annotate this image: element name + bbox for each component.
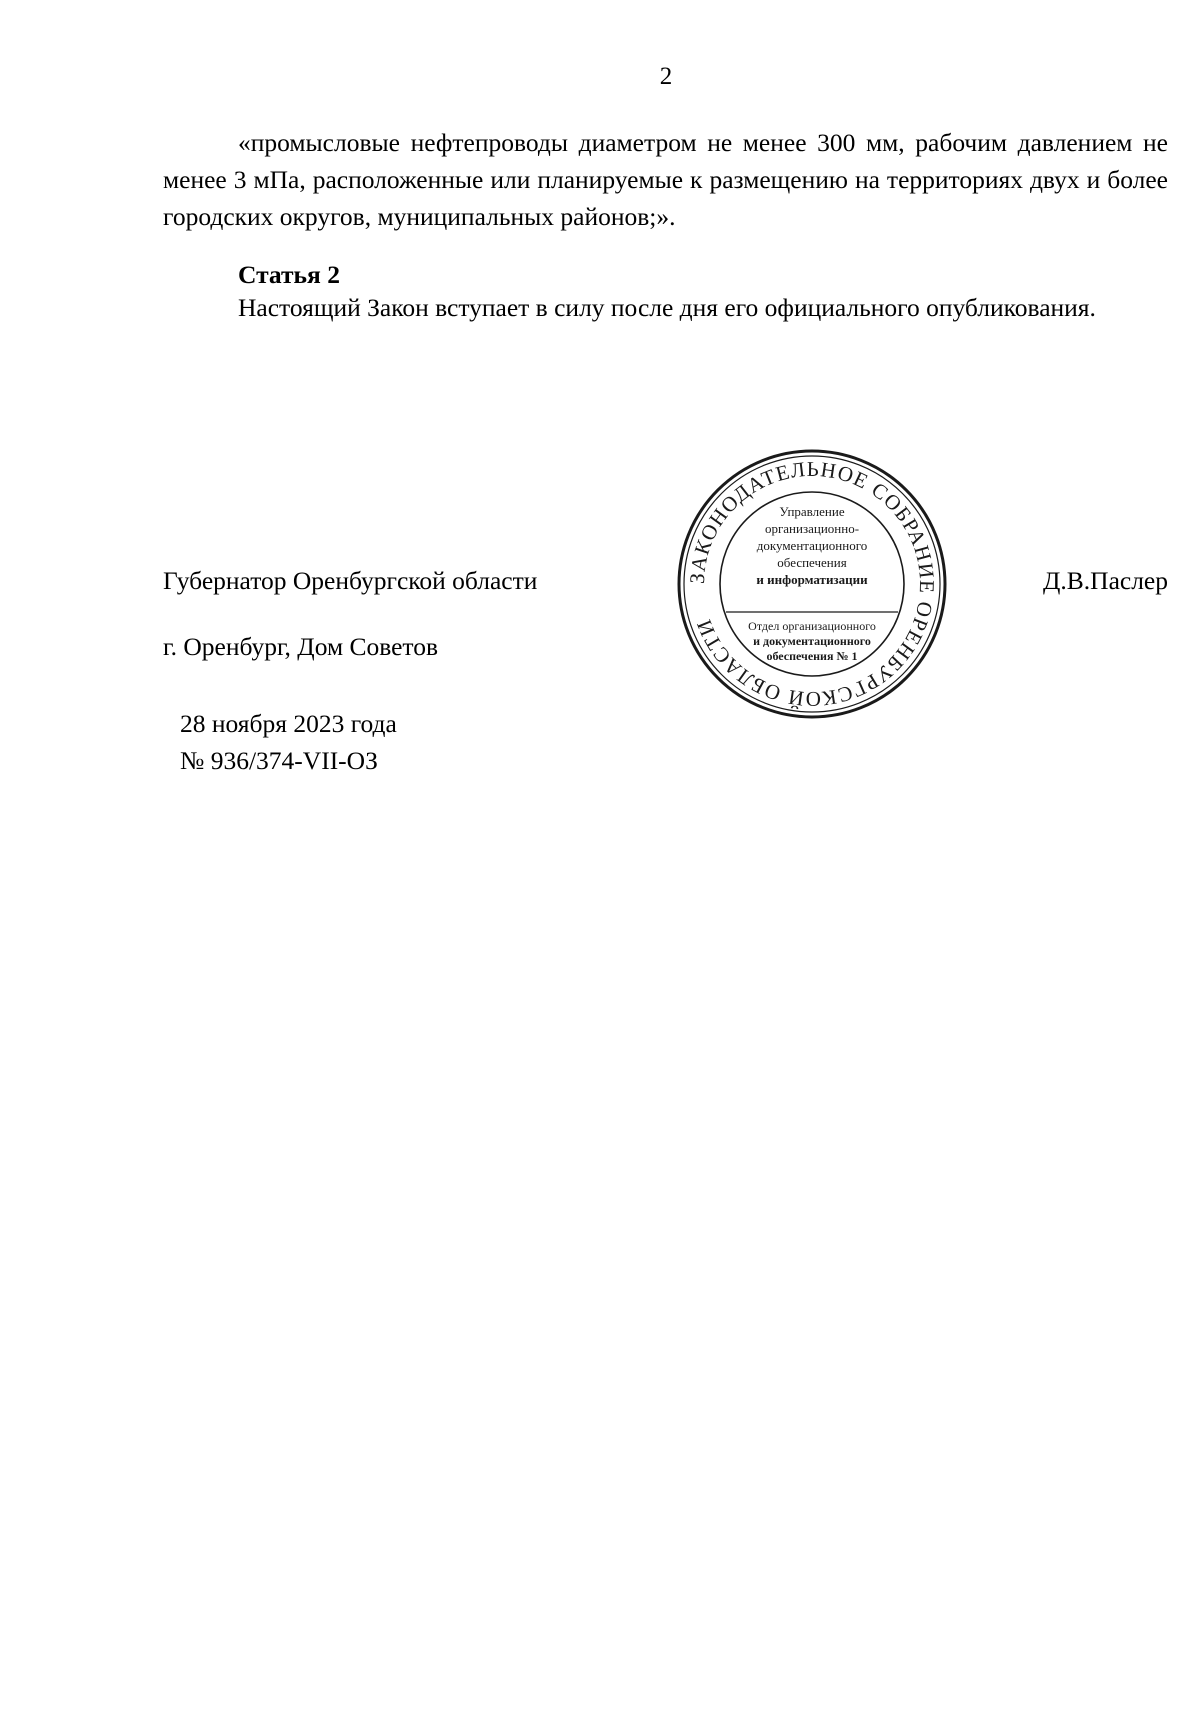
stamp-line-3: документационного bbox=[756, 538, 868, 553]
signatory-position: Губернатор Оренбургской области bbox=[163, 566, 538, 595]
page-number: 2 bbox=[659, 63, 673, 90]
signature-block bbox=[163, 562, 1168, 599]
stamp-line-4: обеспечения bbox=[777, 555, 847, 570]
signing-place: г. Оренбург, Дом Советов bbox=[163, 632, 439, 661]
stamp-line-6: Отдел организационного bbox=[748, 619, 876, 633]
article-2-heading: Статья 2 bbox=[238, 260, 340, 289]
stamp-line-1: Управление bbox=[779, 504, 845, 519]
stamp-line-7: и документационного bbox=[753, 634, 871, 648]
stamp-outer-ring-text: ЗАКОНОДАТЕЛЬНОЕ СОБРАНИЕ ОРЕНБУРГСКОЙ ОБЛАСТИ bbox=[684, 456, 940, 712]
article-2-text: Настоящий Закон вступает в силу после дня его официального опубликования. bbox=[238, 293, 1096, 322]
law-number: № 936/374-VII-ОЗ bbox=[180, 746, 378, 775]
stamp-line-2: организационно- bbox=[764, 521, 860, 536]
signing-date: 28 ноября 2023 года bbox=[180, 709, 397, 738]
amendment-paragraph: «промысловые нефтепроводы диаметром не менее 300 мм, рабочим давлением не менее 3 мПа, расположенные или планируемые к размещению на территориях двух и более городских округов, муниципальных районов;». bbox=[163, 128, 1168, 231]
official-stamp bbox=[674, 446, 950, 722]
signatory-name: Д.В.Паслер bbox=[1043, 566, 1168, 595]
stamp-line-5: и информатизации bbox=[756, 572, 868, 587]
stamp-line-8: обеспечения № 1 bbox=[766, 649, 858, 663]
